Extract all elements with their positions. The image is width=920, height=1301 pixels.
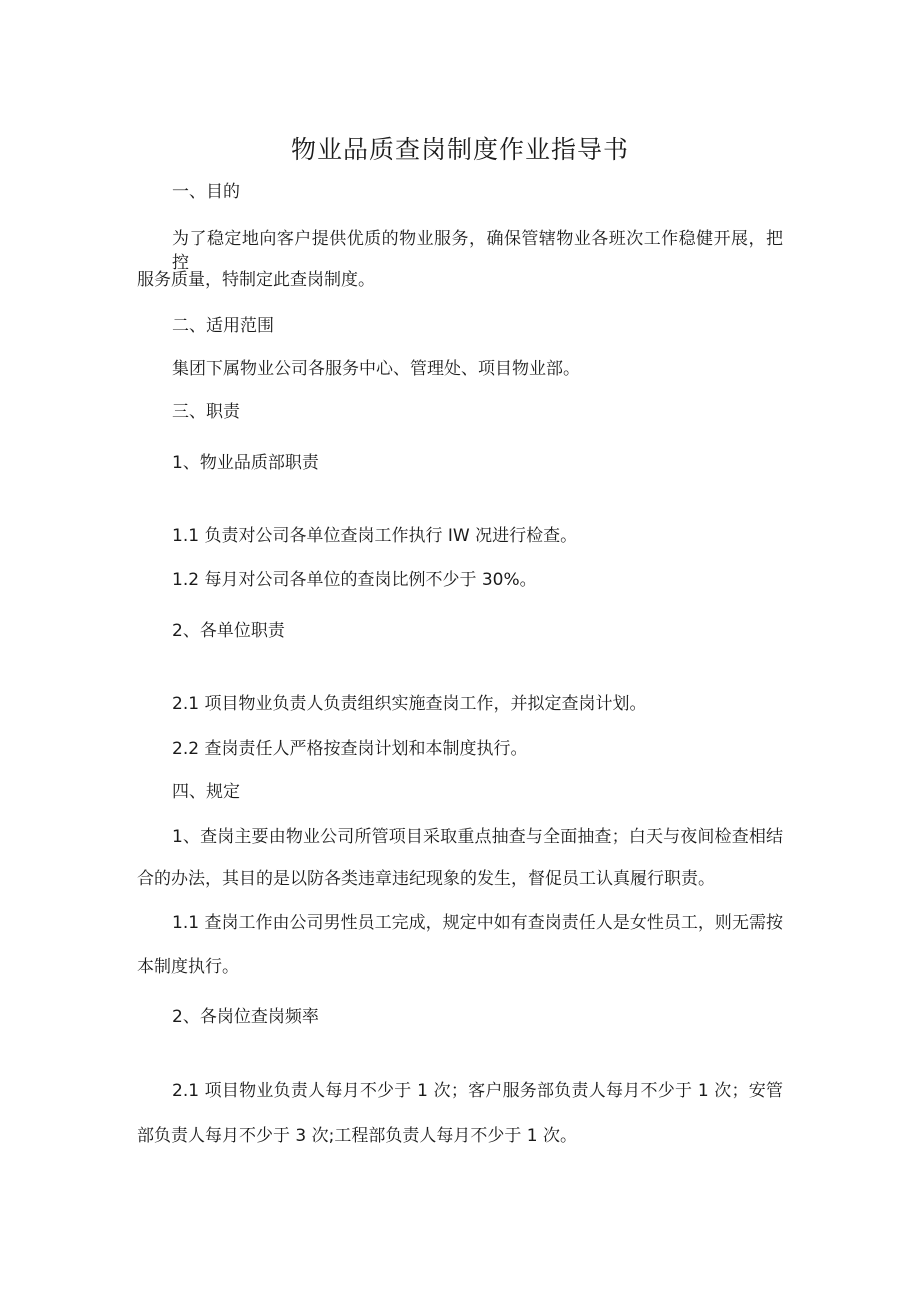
subheading-check-frequency: 2、各岗位查岗频率 (172, 1007, 319, 1027)
paragraph-purpose-line-1: 为了稳定地向客户提供优质的物业服务，确保管辖物业各班次工作稳健开展，把控 (172, 229, 783, 273)
subheading-quality-dept: 1、物业品质部职责 (172, 453, 319, 473)
rule-1-1-line-2: 本制度执行。 (137, 957, 239, 977)
document-title: 物业品质查岗制度作业指导书 (290, 135, 629, 164)
rule-1-line-1: 1、查岗主要由物业公司所管项目采取重点抽查与全面抽查；白天与夜间检查相结 (172, 827, 783, 847)
paragraph-purpose-line-2: 服务质量，特制定此查岗制度。 (137, 270, 375, 290)
item-2-1: 2.1 项目物业负责人负责组织实施查岗工作，并拟定查岗计划。 (172, 694, 647, 714)
section-heading-purpose: 一、目的 (172, 182, 240, 202)
item-1-1: 1.1 负责对公司各单位查岗工作执行 IW 况进行检查。 (172, 526, 578, 546)
subheading-unit-duties: 2、各单位职责 (172, 621, 285, 641)
section-heading-scope: 二、适用范围 (172, 316, 274, 336)
item-1-2: 1.2 每月对公司各单位的查岗比例不少于 30%。 (172, 570, 537, 590)
rule-1-1-line-1: 1.1 查岗工作由公司男性员工完成，规定中如有查岗责任人是女性员工，则无需按 (172, 913, 783, 933)
section-heading-responsibilities: 三、职责 (172, 402, 240, 422)
frequency-line-1: 2.1 项目物业负责人每月不少于 1 次；客户服务部负责人每月不少于 1 次；安管 (172, 1081, 783, 1101)
section-heading-rules: 四、规定 (172, 782, 240, 802)
frequency-line-2: 部负责人每月不少于 3 次;工程部负责人每月不少于 1 次。 (137, 1126, 577, 1146)
item-2-2: 2.2 查岗责任人严格按查岗计划和本制度执行。 (172, 739, 528, 759)
paragraph-scope: 集团下属物业公司各服务中心、管理处、项目物业部。 (172, 359, 580, 379)
rule-1-line-2: 合的办法，其目的是以防各类违章违纪现象的发生，督促员工认真履行职责。 (137, 869, 715, 889)
